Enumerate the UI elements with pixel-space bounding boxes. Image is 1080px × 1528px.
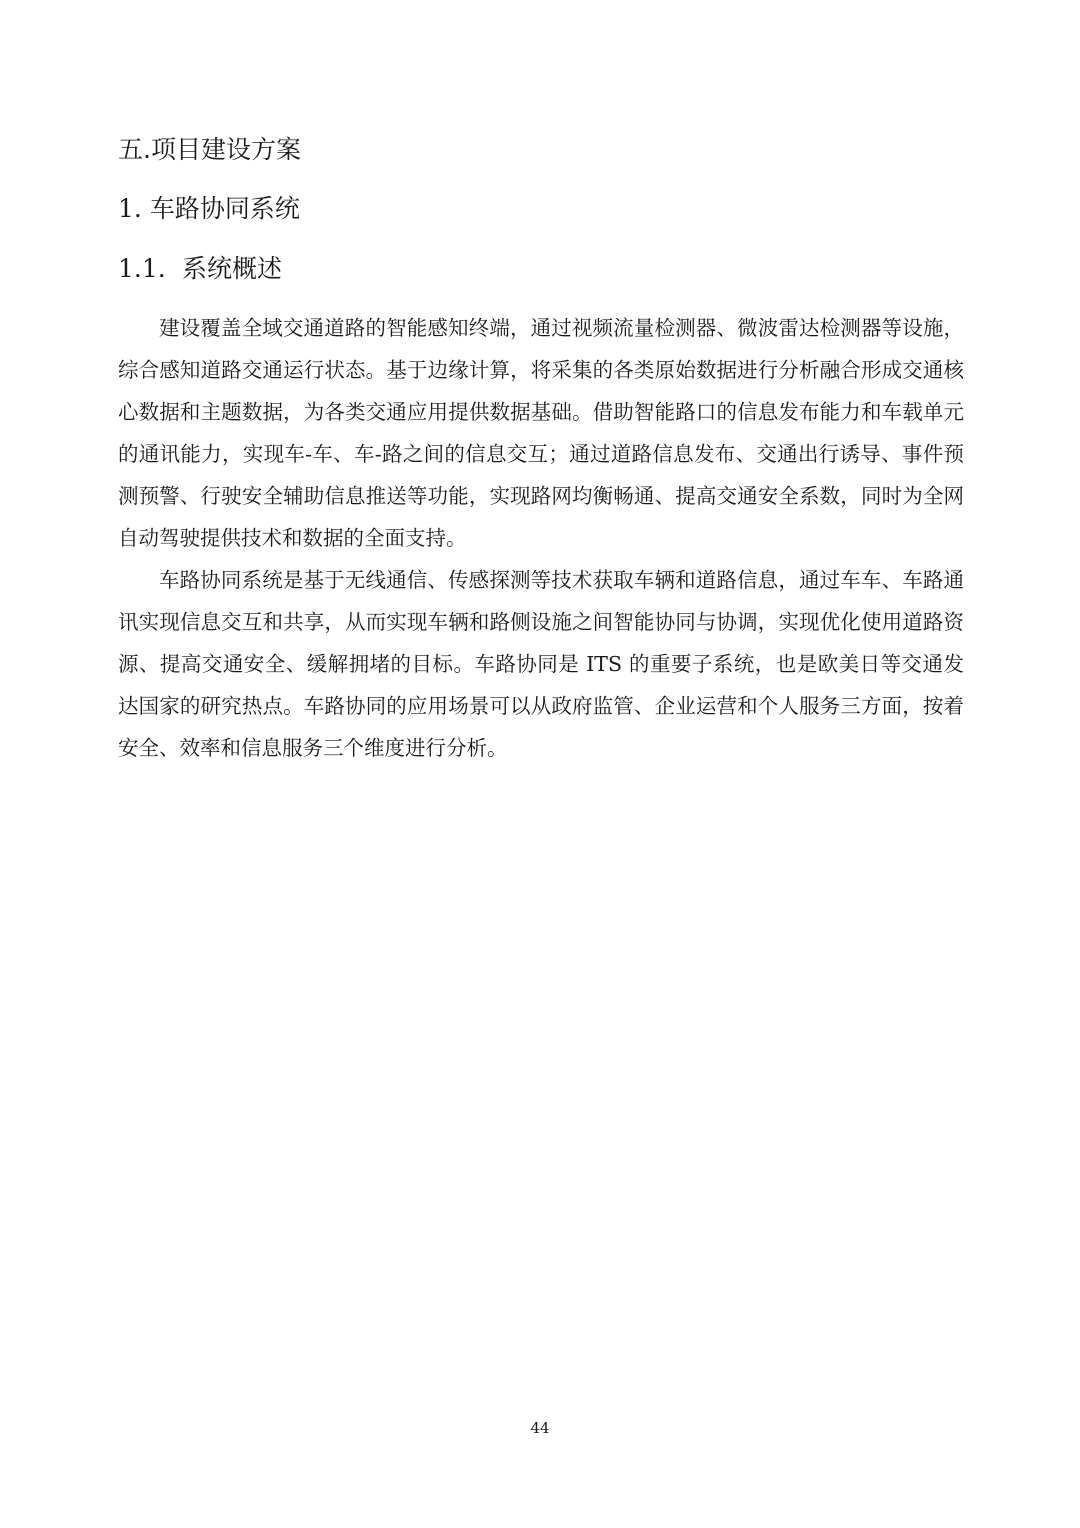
section-heading: 五.项目建设方案 [118, 135, 301, 164]
paragraph-v2x-definition: 车路协同系统是基于无线通信、传感探测等技术获取车辆和道路信息，通过车车、车路通讯实现信息交互和共享，从而实现车辆和路侧设施之间智能协同与协调，实现优化使用道路资源、提高交通安全、缓解拥堵的目标。车路协同是 ITS 的重要子系统，也是欧美日等交通发达国家的研究热点。车路协同的应用场景可以从政府监管、企业运营和个人服务三方面，按着安全、效率和信息服务三个维度进行分析。 [118, 568, 964, 760]
paragraph-overview: 建设覆盖全域交通道路的智能感知终端，通过视频流量检测器、微波雷达检测器等设施，综合感知道路交通运行状态。基于边缘计算，将采集的各类原始数据进行分析融合形成交通核心数据和主题数据，为各类交通应用提供数据基础。借助智能路口的信息发布能力和车载单元的通讯能力，实现车-车、车-路之间的信息交互；通过道路信息发布、交通出行诱导、事件预测预警、行驶安全辅助信息推送等功能，实现路网均衡畅通、提高交通安全系数，同时为全网自动驾驶提供技术和数据的全面支持。 [118, 316, 964, 550]
body-text [118, 307, 964, 769]
subsubsection-heading [118, 253, 282, 285]
subsubsection-number: 1.1. [118, 254, 166, 283]
subsection-number: 1. [118, 194, 142, 223]
subsection-heading [118, 193, 300, 225]
page-number: 44 [530, 1419, 550, 1437]
subsubsection-title: 系统概述 [182, 254, 283, 283]
subsection-title: 车路协同系统 [149, 194, 300, 223]
